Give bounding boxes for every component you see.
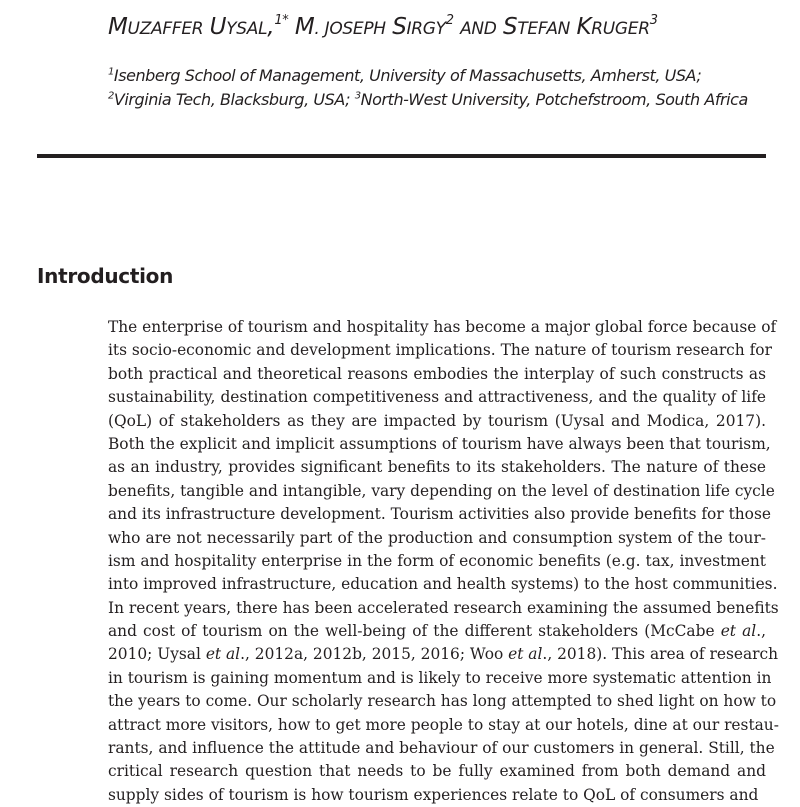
horizontal-rule bbox=[37, 154, 766, 158]
author-name: STEFAN KRUGER$^3$ bbox=[503, 13, 658, 40]
text-line: In recent years, there has been accelerated research examining the assumed benefits bbox=[108, 598, 779, 617]
text-line: Both the explicit and implicit assumptions of tourism have always been that tourism, bbox=[108, 434, 771, 453]
section-heading: Introduction bbox=[37, 264, 174, 288]
text-line: both practical and theoretical reasons embodies the interplay of such constructs as bbox=[108, 364, 766, 383]
author-name: MUZAFFER UYSAL,$^{1*}$ bbox=[108, 13, 289, 40]
author-name: M. JOSEPH SIRGY$^2$ bbox=[294, 13, 454, 40]
text-line: critical research question that needs to be fully examined from both demand and bbox=[108, 762, 766, 781]
text-line: The enterprise of tourism and hospitality has become a major global force because of bbox=[108, 318, 777, 336]
text-line: 2010; Uysal et al., 2012a, 2012b, 2015, 2016; Woo et al., 2018). This area of research bbox=[108, 645, 779, 664]
text-line: supply sides of tourism is how tourism experiences relate to QoL of consumers and bbox=[108, 785, 759, 804]
text-line: sustainability, destination competitiveness and attractiveness, and the quality of life bbox=[108, 388, 766, 407]
affiliation-line-1: $^1$Isenberg School of Management, University of Massachusetts, Amherst, USA; bbox=[108, 66, 702, 85]
text-line: benefits, tangible and intangible, vary depending on the level of destination life cycle bbox=[108, 481, 775, 500]
text-line: and cost of tourism on the well-being of the different stakeholders (McCabe et al., bbox=[108, 622, 766, 641]
text-line: ism and hospitality enterprise in the form of economic benefits (e.g. tax, investment bbox=[108, 551, 766, 570]
author-connector: AND bbox=[460, 19, 497, 39]
text-line: who are not necessarily part of the production and consumption system of the tour- bbox=[108, 528, 766, 547]
text-line: in tourism is gaining momentum and is likely to receive more systematic attention in bbox=[108, 668, 772, 687]
text-line: its socio-economic and development implications. The nature of tourism research for bbox=[108, 341, 772, 360]
text-line: (QoL) of stakeholders as they are impacted by tourism (Uysal and Modica, 2017). bbox=[108, 411, 766, 430]
text-line: into improved infrastructure, education and health systems) to the host communities. bbox=[108, 575, 778, 594]
body-paragraph bbox=[108, 316, 779, 807]
text-line: rants, and influence the attitude and behaviour of our customers in general. Still, the bbox=[108, 739, 775, 758]
text-line: and its infrastructure development. Tourism activities also provide benefits for those bbox=[108, 505, 771, 524]
affiliation-line-2: $^2$Virginia Tech, Blacksburg, USA; $^3$North-West University, Potchefstroom, South Africa bbox=[108, 90, 748, 109]
text-line: the years to come. Our scholarly research has long attempted to shed light on how to bbox=[108, 692, 777, 711]
author-line bbox=[108, 14, 658, 40]
text-line: as an industry, provides significant benefits to its stakeholders. The nature of these bbox=[108, 458, 766, 477]
affiliations bbox=[108, 64, 748, 112]
text-line: attract more visitors, how to get more people to stay at our hotels, dine at our restau- bbox=[108, 715, 779, 734]
